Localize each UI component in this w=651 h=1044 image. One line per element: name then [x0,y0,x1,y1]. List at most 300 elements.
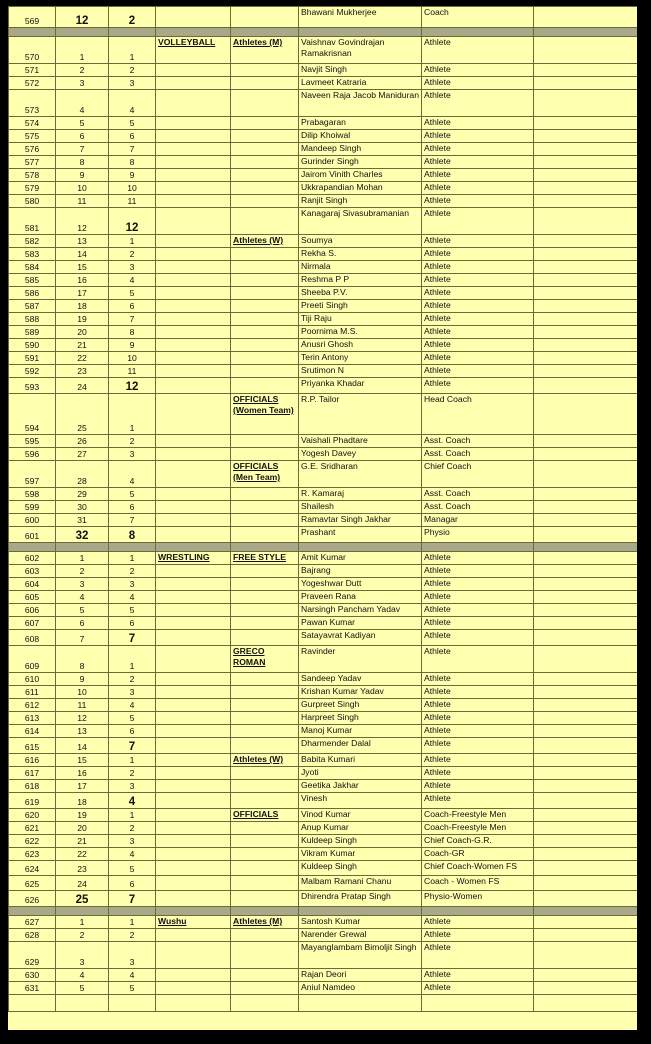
serial-number-text: 573 [24,105,40,115]
table-row [9,313,638,326]
sport-cell [156,617,231,630]
discipline-count-cell [56,591,109,604]
table-row [9,339,638,352]
serial-number-cell [9,339,56,352]
group-count-cell [109,630,156,646]
name-text: Santosh Kumar [301,916,361,926]
group-count-cell [109,527,156,543]
category-text: GRECO ROMAN [233,646,266,667]
name-cell [299,235,422,248]
discipline-count-cell [56,835,109,848]
category-cell [231,552,299,565]
discipline-count-text: 13 [77,726,87,736]
table-row [9,235,638,248]
sport-text: VOLLEYBALL [158,37,216,47]
name-cell [299,565,422,578]
serial-number-text: 631 [24,983,40,993]
category-cell [231,565,299,578]
name-cell [299,891,422,907]
group-count-text: 11 [127,196,137,206]
sport-cell [156,673,231,686]
name-text: Preeti Singh [301,300,348,310]
serial-number-text: 608 [24,634,40,644]
discipline-count-cell [56,942,109,969]
table-row [9,848,638,861]
discipline-count-text: 23 [77,864,87,874]
name-cell [299,461,422,488]
category-text: Athletes (W) [233,235,284,245]
empty-cell [534,916,638,929]
sport-cell [156,501,231,514]
category-cell [231,287,299,300]
role-text: Athlete [424,208,451,218]
name-text: Bajrang [301,565,331,575]
name-text: Naveen Raja Jacob Maniduran [301,90,419,100]
discipline-count-text: 6 [79,618,85,628]
name-text: Babita Kumari [301,754,355,764]
discipline-count-text: 5 [79,605,85,615]
role-cell [422,822,534,835]
empty-cell [534,767,638,780]
group-count-cell [109,969,156,982]
name-cell [299,365,422,378]
sport-cell [156,77,231,90]
category-cell [231,365,299,378]
role-text: Athlete [424,326,451,336]
discipline-count-text: 15 [77,755,87,765]
serial-number-text: 574 [24,118,40,128]
serial-number-text: 569 [24,16,40,26]
discipline-count-text: 25 [75,894,89,906]
empty-cell [534,527,638,543]
group-count-cell [109,143,156,156]
group-count-text: 2 [129,674,135,684]
serial-number-cell [9,143,56,156]
category-cell [231,861,299,876]
separator-cell [299,907,422,916]
category-cell [231,169,299,182]
empty-cell [534,591,638,604]
table-row [9,686,638,699]
name-cell [299,394,422,435]
discipline-count-text: 24 [77,382,87,392]
category-cell [231,461,299,488]
table-row [9,861,638,876]
discipline-count-cell [56,261,109,274]
table-body [9,7,638,1012]
serial-number-cell [9,378,56,394]
table-row [9,929,638,942]
section-separator [9,907,638,916]
serial-number-cell [9,754,56,767]
serial-number-cell [9,352,56,365]
sport-cell [156,822,231,835]
name-cell [299,143,422,156]
sport-cell [156,64,231,77]
group-count-text: 10 [127,183,137,193]
group-count-cell [109,686,156,699]
role-text: Athlete [424,287,451,297]
role-cell [422,630,534,646]
group-count-cell [109,578,156,591]
group-count-cell [109,435,156,448]
group-count-cell [109,300,156,313]
table-row [9,995,638,1012]
sport-cell [156,630,231,646]
role-text: Athlete [424,274,451,284]
discipline-count-cell [56,130,109,143]
table-row [9,169,638,182]
category-cell [231,793,299,809]
table-row [9,916,638,929]
sport-cell [156,754,231,767]
name-text: Mandeep Singh [301,143,362,153]
discipline-count-cell [56,822,109,835]
serial-number-text: 595 [24,436,40,446]
discipline-count-text: 12 [77,713,87,723]
category-cell [231,248,299,261]
serial-number-cell [9,686,56,699]
category-text: Athletes (W) [233,754,284,764]
empty-cell [534,822,638,835]
name-cell [299,822,422,835]
role-cell [422,754,534,767]
serial-number-text: 629 [24,957,40,967]
table-row [9,514,638,527]
empty-cell [534,143,638,156]
name-text: Narender Grewal [301,929,367,939]
group-count-cell [109,552,156,565]
empty-cell [534,378,638,394]
serial-number-text: 590 [24,340,40,350]
category-cell [231,326,299,339]
serial-number-text: 625 [24,879,40,889]
category-cell [231,876,299,891]
name-text: Reshma P P [301,274,350,284]
name-text: Soumya [301,235,333,245]
sport-cell [156,352,231,365]
group-count-text: 9 [129,340,135,350]
name-cell [299,916,422,929]
name-text: Kuldeep Singh [301,861,357,871]
sport-cell [156,891,231,907]
name-cell [299,77,422,90]
table-row [9,578,638,591]
discipline-count-text: 13 [77,236,87,246]
role-text: Athlete [424,617,451,627]
serial-number-text: 587 [24,301,40,311]
group-count-cell [109,699,156,712]
sport-cell [156,488,231,501]
discipline-count-cell [56,352,109,365]
group-count-cell [109,712,156,725]
role-cell [422,527,534,543]
category-cell [231,604,299,617]
serial-number-cell [9,942,56,969]
name-cell [299,876,422,891]
name-text: Ukkrapandian Mohan [301,182,383,192]
discipline-count-cell [56,617,109,630]
discipline-count-cell [56,699,109,712]
separator-cell [9,28,56,37]
serial-number-cell [9,604,56,617]
group-count-cell [109,835,156,848]
discipline-count-cell [56,861,109,876]
role-text: Athlete [424,77,451,87]
table-row [9,738,638,754]
group-count-text: 12 [125,222,139,234]
role-cell [422,738,534,754]
sport-cell [156,7,231,28]
group-count-text: 2 [129,249,135,259]
table-row [9,793,638,809]
empty-cell [534,861,638,876]
empty-cell [534,208,638,235]
category-cell [231,77,299,90]
group-count-text: 2 [129,65,135,75]
name-cell [299,809,422,822]
discipline-count-text: 28 [77,476,87,486]
group-count-text: 4 [129,849,135,859]
role-cell [422,313,534,326]
serial-number-text: 586 [24,288,40,298]
discipline-count-text: 15 [77,262,87,272]
role-cell [422,339,534,352]
empty-cell [534,448,638,461]
serial-number-text: 600 [24,515,40,525]
table-row [9,378,638,394]
role-cell [422,673,534,686]
name-text: Anup Kumar [301,822,349,832]
role-cell [422,90,534,117]
role-cell [422,37,534,64]
discipline-count-cell [56,712,109,725]
name-text: Kanagaraj Sivasubramanian [301,208,409,218]
discipline-count-cell [56,488,109,501]
group-count-cell [109,208,156,235]
discipline-count-text: 4 [79,970,85,980]
role-text: Athlete [424,916,451,926]
separator-cell [534,543,638,552]
serial-number-text: 609 [24,661,40,671]
category-cell [231,686,299,699]
group-count-text: 4 [129,476,135,486]
role-text: Athlete [424,64,451,74]
empty-cell [534,77,638,90]
sport-cell [156,339,231,352]
discipline-count-cell [56,929,109,942]
table-row [9,37,638,64]
serial-number-cell [9,501,56,514]
role-cell [422,809,534,822]
sport-cell [156,604,231,617]
sport-cell [156,982,231,995]
category-cell [231,527,299,543]
category-cell [231,352,299,365]
discipline-count-cell [56,182,109,195]
sport-cell [156,448,231,461]
name-cell [299,552,422,565]
group-count-text: 5 [129,605,135,615]
category-text: Athletes (M) [233,916,283,926]
table-row [9,208,638,235]
category-cell [231,767,299,780]
category-cell [231,916,299,929]
discipline-count-cell [56,169,109,182]
empty-cell [534,300,638,313]
discipline-count-cell [56,156,109,169]
sport-cell [156,916,231,929]
group-count-text: 5 [129,118,135,128]
name-text: Sheeba P.V. [301,287,348,297]
group-count-cell [109,738,156,754]
name-text: Jairom Vinith Charles [301,169,383,179]
group-count-text: 2 [128,15,136,27]
name-text: Geetika Jakhar [301,780,359,790]
serial-number-text: 597 [24,476,40,486]
discipline-count-cell [56,435,109,448]
role-cell [422,578,534,591]
table-row [9,876,638,891]
serial-number-cell [9,326,56,339]
serial-number-text: 581 [24,223,40,233]
serial-number-cell [9,929,56,942]
empty-cell [534,235,638,248]
serial-number-cell [9,287,56,300]
sport-cell [156,809,231,822]
role-cell [422,929,534,942]
role-cell [422,461,534,488]
group-count-text: 4 [129,592,135,602]
role-cell [422,64,534,77]
role-cell [422,891,534,907]
name-text: Manoj Kumar [301,725,353,735]
empty-cell [534,552,638,565]
name-cell [299,591,422,604]
role-text: Athlete [424,130,451,140]
serial-number-text: 615 [24,742,40,752]
category-cell [231,37,299,64]
name-cell [299,969,422,982]
role-text: Athlete [424,248,451,258]
serial-number-text: 599 [24,502,40,512]
serial-number-text: 607 [24,618,40,628]
discipline-count-cell [56,195,109,208]
separator-cell [422,28,534,37]
category-cell [231,208,299,235]
group-count-cell [109,488,156,501]
group-count-text: 4 [129,105,135,115]
name-cell [299,195,422,208]
role-text: Head Coach [424,394,472,404]
serial-number-cell [9,861,56,876]
category-cell [231,835,299,848]
group-count-text: 3 [129,78,135,88]
discipline-count-text: 20 [77,823,87,833]
serial-number-text: 619 [24,797,40,807]
sport-cell [156,780,231,793]
discipline-count-cell [56,339,109,352]
discipline-count-text: 21 [77,340,87,350]
separator-cell [231,28,299,37]
table-row [9,394,638,435]
sport-cell [156,394,231,435]
separator-cell [156,28,231,37]
sport-cell [156,274,231,287]
name-text: Satayavrat Kadiyan [301,630,376,640]
group-count-text: 5 [129,489,135,499]
role-cell [422,501,534,514]
discipline-count-text: 19 [77,810,87,820]
name-cell [299,339,422,352]
empty-cell [534,969,638,982]
group-count-cell [109,326,156,339]
empty-cell [534,738,638,754]
group-count-cell [109,77,156,90]
name-cell [299,861,422,876]
category-cell [231,809,299,822]
empty-cell [534,313,638,326]
role-cell [422,876,534,891]
empty-cell [534,942,638,969]
serial-number-cell [9,169,56,182]
sport-cell [156,182,231,195]
separator-cell [422,907,534,916]
category-cell [231,394,299,435]
role-text: Athlete [424,646,451,656]
role-cell [422,261,534,274]
group-count-text: 10 [127,353,137,363]
sport-cell [156,942,231,969]
category-cell [231,754,299,767]
role-cell [422,780,534,793]
name-text: Mayanglambam Bimoljit Singh [301,942,417,952]
role-text: Coach - Women FS [424,876,500,886]
serial-number-cell [9,461,56,488]
discipline-count-text: 4 [79,105,85,115]
discipline-count-text: 17 [77,781,87,791]
name-text: Yogeshwar Dutt [301,578,362,588]
sport-cell [156,738,231,754]
discipline-count-cell [56,969,109,982]
empty-cell [534,352,638,365]
discipline-count-cell [56,686,109,699]
group-count-text: 8 [128,530,136,542]
serial-number-text: 588 [24,314,40,324]
name-cell [299,326,422,339]
table-row [9,461,638,488]
group-count-cell [109,995,156,1012]
name-cell [299,617,422,630]
role-text: Asst. Coach [424,488,471,498]
name-text: Nirmala [301,261,331,271]
serial-number-text: 611 [25,687,39,697]
role-text: Athlete [424,793,451,803]
discipline-count-text: 19 [77,314,87,324]
name-text: G.E. Sridharan [301,461,358,471]
category-cell [231,891,299,907]
serial-number-text: 623 [24,849,40,859]
name-text: R.P. Tailor [301,394,340,404]
serial-number-cell [9,488,56,501]
role-cell [422,982,534,995]
category-cell [231,117,299,130]
name-text: Vaishali Phadtare [301,435,368,445]
category-cell [231,235,299,248]
separator-cell [56,907,109,916]
empty-cell [534,37,638,64]
serial-number-text: 589 [24,327,40,337]
